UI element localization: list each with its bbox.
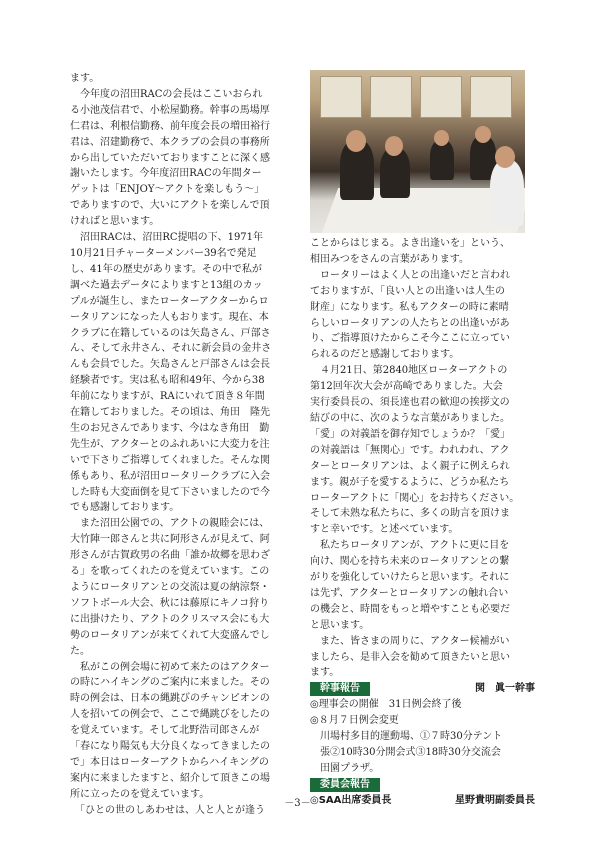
text-line: 調べた過去データによりますと13組のカッ bbox=[70, 279, 263, 291]
text-line: 経験者です。実は私も昭和49年、今から38 bbox=[70, 375, 265, 387]
text-line: ます。 bbox=[70, 73, 100, 84]
text-line: いで下さりご指導してくれました。そんな関 bbox=[70, 454, 270, 466]
text-line: 相田みつをさんの言葉があります。 bbox=[310, 253, 469, 265]
text-line: ◎理事会の開催 31日例会終了後 bbox=[310, 699, 462, 711]
secretary-report-tag: 幹事報告 bbox=[310, 682, 370, 696]
text-line: ローターアクトに「関心」をお持ちください。 bbox=[310, 492, 520, 504]
text-line: 沼田RACは、沼田RC提唱の下、1971年 bbox=[70, 232, 264, 244]
text-line: 「ひとの世のしあわせは、人と人とが逢う bbox=[70, 804, 265, 816]
text-line: 仁君は、利根信勤務、前年度会長の増田裕行 bbox=[70, 120, 270, 132]
text-line: また、皆さまの周りに、アクター候補がい bbox=[310, 635, 510, 647]
text-line: らしいロータリアンの人たちとの出逢いがあ bbox=[310, 317, 510, 329]
text-line: ます。 bbox=[310, 667, 340, 679]
text-line: がりを強化していけたらと思います。それに bbox=[310, 572, 510, 584]
text-line: 案内に来ましたますと、紹介して頂きこの場 bbox=[70, 772, 270, 784]
text-line: 張②10時30分開会式③18時30分交流会 bbox=[310, 747, 501, 759]
text-line: 財産」になります。私もアクターの時に素晴 bbox=[310, 301, 509, 313]
text-line: から出していただいておりますことに深く感 bbox=[70, 152, 270, 164]
text-line: と思います。 bbox=[310, 619, 370, 631]
text-line: で」本日はローターアクトからハイキングの bbox=[70, 756, 269, 768]
text-line: ようにロータリアンとの交流は夏の納涼祭・ bbox=[70, 582, 270, 593]
text-line: ソフトボール大会、秋には藤原にキノコ狩り bbox=[70, 597, 270, 609]
text-line: ロータリーはよく人との出逢いだと言われ bbox=[310, 269, 510, 281]
text-line: 所に立ったのを覚えています。 bbox=[70, 788, 210, 800]
text-line: 生のお兄さんであります、今はなき角田 勤 bbox=[70, 422, 270, 434]
right-column-text bbox=[310, 236, 535, 809]
text-line: の機会と、時間をもっと増やすことも必要だ bbox=[310, 603, 510, 615]
text-line: 在籍しておりました。その頃は、角田 隆先 bbox=[70, 407, 270, 419]
text-line: 今年度の沼田RACの会長はここいおられ bbox=[70, 88, 263, 100]
saa-chair-label: ◎SAA出席委員長 bbox=[310, 794, 392, 806]
committee-report-header bbox=[310, 777, 535, 793]
text-line: 先生が、アクターとのふれあいに大変力を注 bbox=[70, 438, 270, 450]
text-line: 「春になり陽気も大分良くなってきましたの bbox=[70, 741, 270, 753]
text-line: に出掛けたり、アクトのクリスマス会にも大 bbox=[70, 613, 270, 625]
text-line: ん、そして永井さん、それに新会員の金井さ bbox=[70, 343, 272, 355]
text-line: を覚えています。そして北野浩司郎さんが bbox=[70, 725, 260, 737]
text-line: また沼田公園での、アクトの親睦会には、 bbox=[70, 518, 270, 530]
text-line: の時にハイキングのご案内に来ました。その bbox=[70, 677, 270, 689]
committee-report-tag: 委員会報告 bbox=[310, 778, 380, 792]
text-line: 君は、沼建勤務で、本クラブの会員の事務所 bbox=[70, 136, 270, 148]
text-line: 時の例会は、日本の縄跳びのチャンピオンの bbox=[70, 693, 270, 705]
text-line: 川場村多目的運動場、①７時30分テント bbox=[310, 731, 503, 743]
text-line: した時も大変面倒を見て下さいましたので今 bbox=[70, 486, 270, 498]
text-line: ます。親が子を愛するように、どうか私たち bbox=[310, 476, 510, 488]
text-line: すと幸いです。と述べています。 bbox=[310, 524, 459, 536]
text-line: プルが誕生し、またローターアクターからロ bbox=[70, 295, 269, 307]
text-line: 人を招いての例会で、ここで縄跳びをしたの bbox=[70, 709, 270, 721]
text-line: でありますので、大いにアクトを楽しんで頂 bbox=[70, 200, 270, 212]
text-line: ことからはじまる。よき出逢いを」という、 bbox=[310, 238, 510, 249]
text-line: ターとロータリアンは、よく親子に例えられ bbox=[310, 460, 510, 472]
vice-chair-name: 星野貴明副委員長 bbox=[455, 794, 535, 806]
text-line: ておりますが、「良い人との出逢いは人生の bbox=[310, 285, 505, 297]
left-column-text bbox=[70, 71, 295, 819]
text-line: 10月21日チャーターメンバー39名で発足 bbox=[70, 247, 257, 259]
text-line: 形さんが古賀政男の名曲「誰か故郷を思わざ bbox=[70, 550, 270, 562]
text-line: 第12回年次大会が高崎でありました。大会 bbox=[310, 381, 503, 393]
text-line: た。 bbox=[70, 645, 90, 657]
text-line: 向け、関心を持ち未来のロータリアンとの繋 bbox=[310, 556, 510, 568]
text-line: そして未熟な私たちに、多くの助言を頂けま bbox=[310, 508, 510, 520]
text-line: し、41年の歴史があります。その中で私が bbox=[70, 263, 262, 275]
text-line: ４月21日、第2840地区ローターアクトの bbox=[310, 365, 508, 377]
secretary-report-reporter: 関 眞一幹事 bbox=[475, 683, 535, 695]
text-line: 年前になりますが、RAにいれて頂き８年間 bbox=[70, 391, 265, 403]
text-line: ゲットは「ENJOY～アクトを楽しもう～」 bbox=[70, 184, 265, 196]
text-line: ◎８月７日例会変更 bbox=[310, 715, 399, 727]
text-line: クラブに在籍しているのは矢島さん、戸部さ bbox=[70, 327, 271, 339]
text-line: ければと思います。 bbox=[70, 216, 160, 228]
text-line: られるのだと感謝しております。 bbox=[310, 349, 460, 361]
text-line: 「愛」の対義語を御存知でしょうか？「愛」 bbox=[310, 428, 510, 440]
text-line: り、ご指導頂けたからこそ今ここに立ってい bbox=[310, 333, 510, 345]
text-line: ータリアンになった人もおります。現在、本 bbox=[70, 311, 269, 323]
text-line: 謝いたします。今年度沼田RACの年間ター bbox=[70, 168, 262, 180]
text-line: ましたら、是非入会を勧めて頂きたいと思い bbox=[310, 651, 510, 663]
text-line: る」を歌ってくれたのを覚えています。この bbox=[70, 566, 270, 578]
text-line: る小池茂信君で、小松屋勤務。幹事の馬場厚 bbox=[70, 104, 270, 116]
text-line: 結びの中に、次のような言葉がありました。 bbox=[310, 412, 510, 424]
text-line: 大竹陣一郎さんと共に阿形さんが見えて、阿 bbox=[70, 534, 270, 546]
text-line: でも感謝しております。 bbox=[70, 502, 180, 514]
text-line: 勢のロータリアンが来てくれて大変盛んでし bbox=[70, 629, 270, 641]
group-dinner-photo bbox=[310, 70, 525, 233]
secretary-report-header bbox=[310, 681, 535, 697]
page-number: －3－ bbox=[284, 798, 311, 809]
text-line: の対義語は「無関心」です。われわれ、アク bbox=[310, 444, 510, 456]
text-line: 私がこの例会場に初めて来たのはアクター bbox=[70, 661, 270, 673]
text-line: んも会員でした。矢島さんと戸部さんは会長 bbox=[70, 359, 270, 371]
text-line: 私たちロータリアンが、アクトに更に目を bbox=[310, 540, 510, 552]
text-line: 係もあり、私が沼田ロータリークラブに入会 bbox=[70, 470, 270, 482]
text-line: 実行委員長の、須長達也君の歓迎の挨拶文の bbox=[310, 397, 510, 409]
text-line: は先ず、アクターとロータリアンの触れ合い bbox=[310, 587, 509, 599]
text-line: 田園プラザ。 bbox=[310, 763, 380, 774]
